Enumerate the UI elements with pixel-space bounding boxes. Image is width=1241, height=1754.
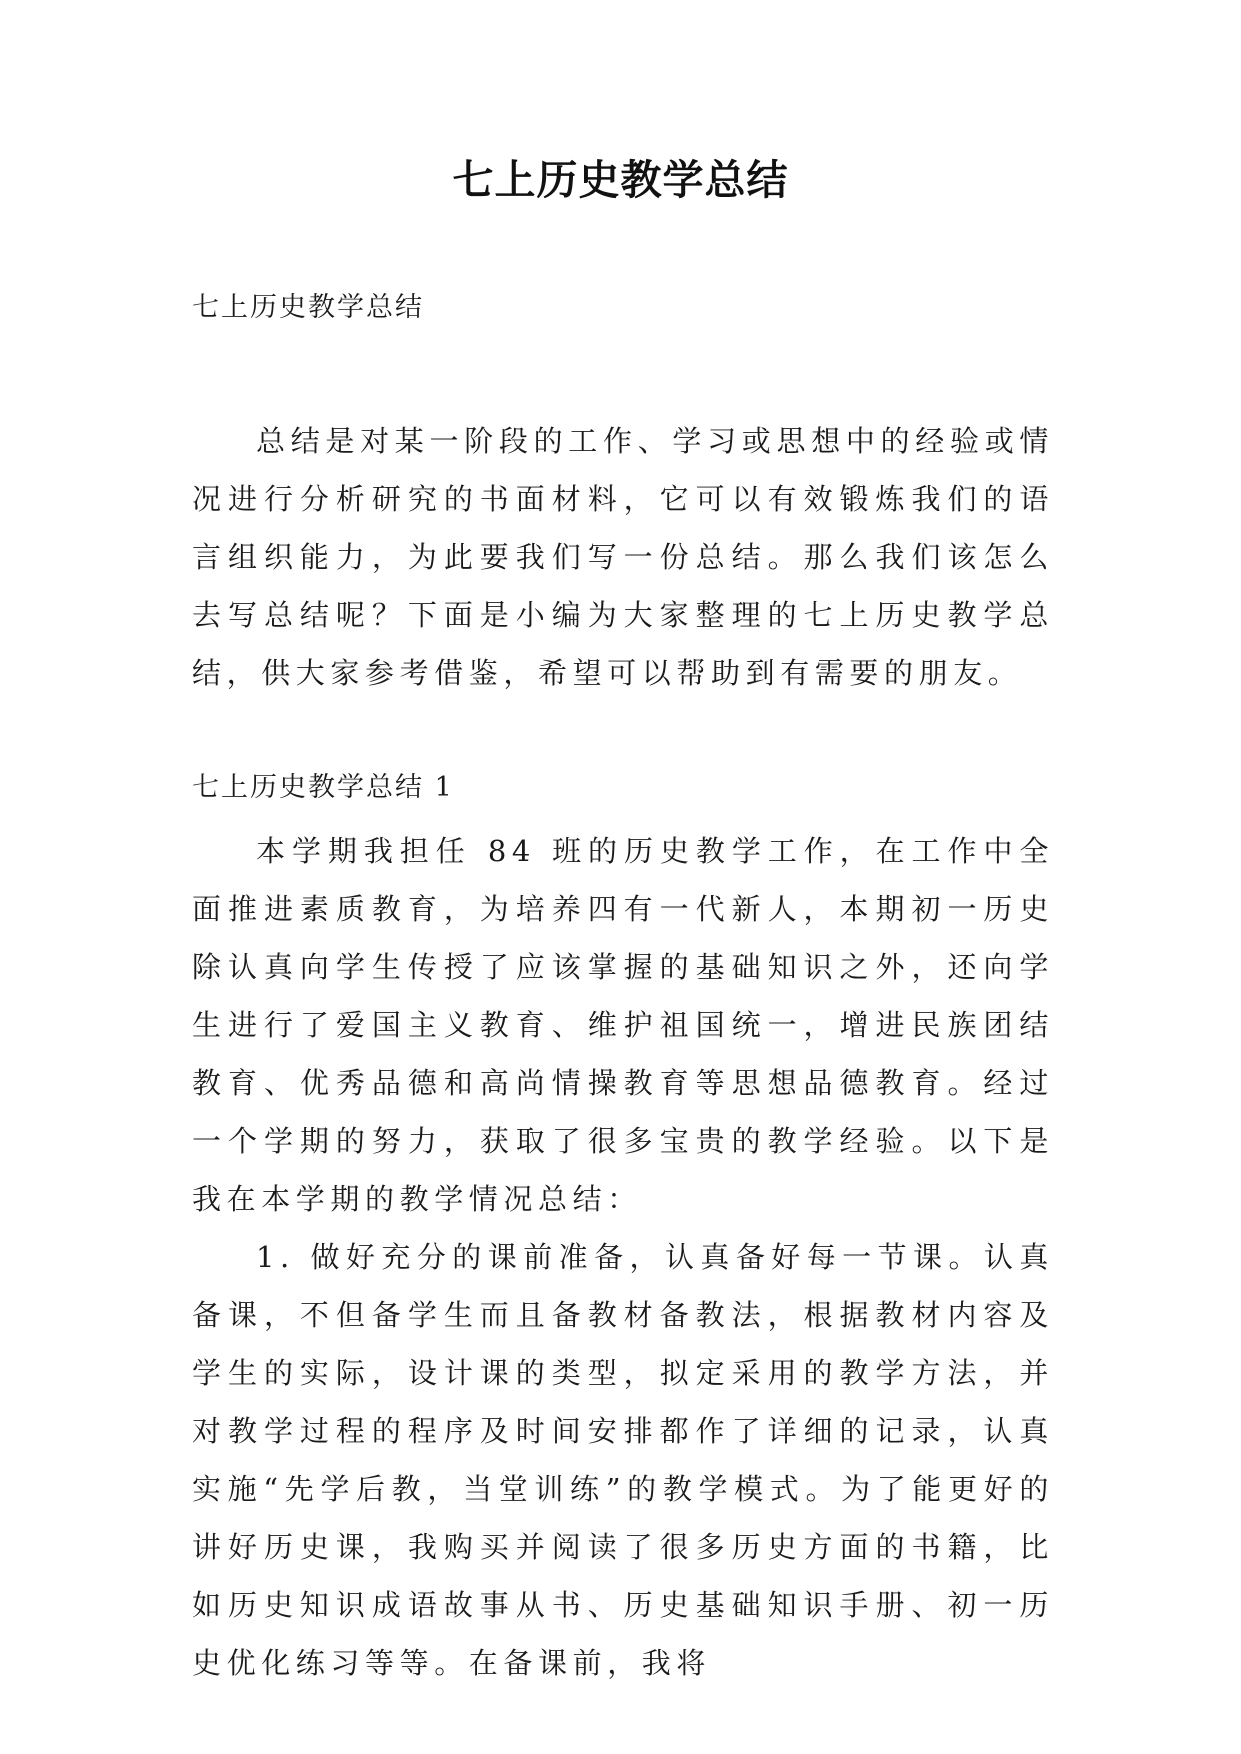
spacer <box>192 328 1054 412</box>
document-body <box>192 288 1054 1692</box>
intro-paragraph: 总结是对某一阶段的工作、学习或思想中的经验或情况进行分析研究的书面材料，它可以有效锻炼我们的语言组织能力，为此要我们写一份总结。那么我们该怎么去写总结呢？下面是小编为大家整理的七上历史教学总结，供大家参考借鉴，希望可以帮助到有需要的朋友。 <box>192 424 1054 690</box>
section-paragraph: 1. 做好充分的课前准备，认真备好每一节课。认真备课，不但备学生而且备教材备教法，根据教材内容及学生的实际，设计课的类型，拟定采用的教学方法，并对教学过程的程序及时间安排都作了详细的记录，认真实施“先学后教，当堂训练”的教学模式。为了能更好的讲好历史课，我购买并阅读了很多历史方面的书籍，比如历史知识成语故事从书、历史基础知识手册、初一历史优化练习等等。在备课前，我将 <box>192 1240 1054 1680</box>
document-subtitle: 七上历史教学总结 <box>192 292 424 323</box>
spacer <box>192 810 1054 822</box>
section-paragraph: 本学期我担任 84 班的历史教学工作，在工作中全面推进素质教育，为培养四有一代新人，本期初一历史除认真向学生传授了应该掌握的基础知识之外，还向学生进行了爱国主义教育、维护祖国统一，增进民族团结教育、优秀品德和高尚情操教育等思想品德教育。经过一个学期的努力，获取了很多宝贵的教学经验。以下是我在本学期的教学情况总结： <box>192 834 1054 1216</box>
spacer <box>192 702 1054 766</box>
section-heading: 七上历史教学总结 1 <box>192 772 454 803</box>
document-title: 七上历史教学总结 <box>452 156 789 204</box>
